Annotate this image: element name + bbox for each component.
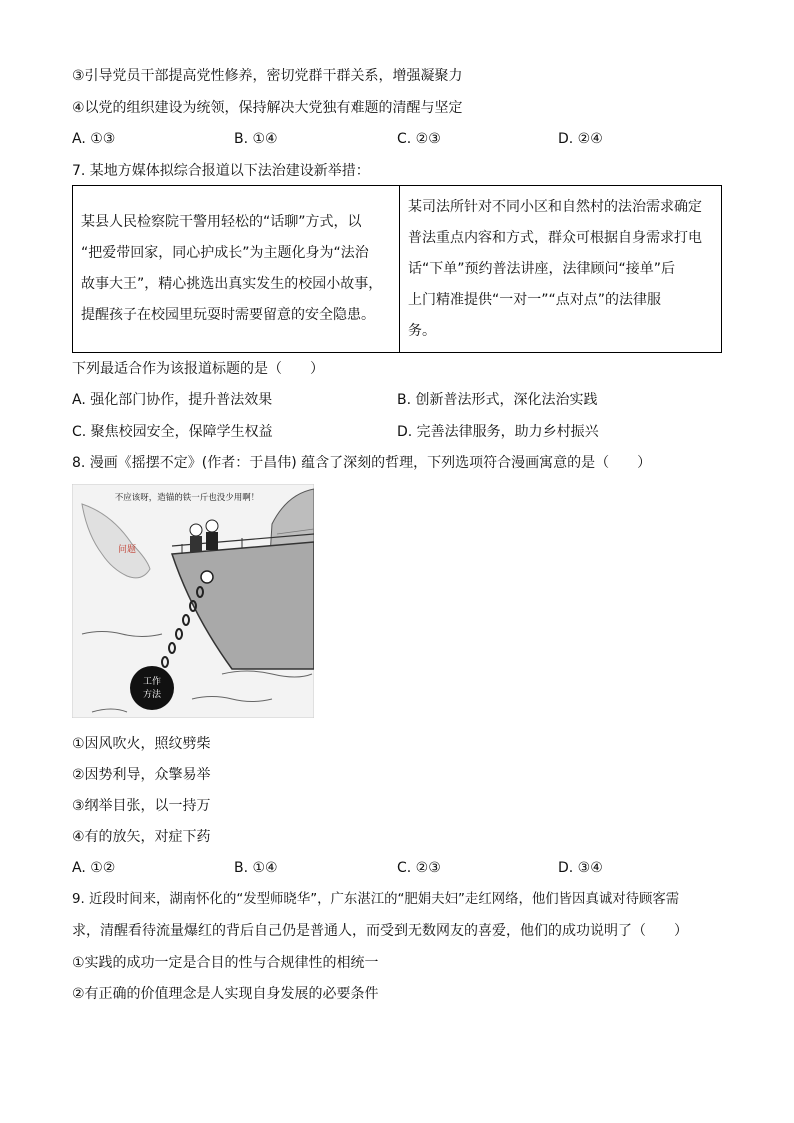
q8-item-4: ④有的放矢，对症下药 bbox=[72, 829, 211, 845]
q9-item-2: ②有正确的价值理念是人实现自身发展的必要条件 bbox=[72, 986, 379, 1002]
anchor-label-2: 方法 bbox=[142, 690, 162, 700]
q7-option-b: B. 创新普法形式，深化法治实践 bbox=[397, 392, 598, 408]
q8-option-c: C. ②③ bbox=[397, 860, 441, 876]
q7-right-cell bbox=[400, 186, 722, 353]
q8-option-a: A. ①② bbox=[72, 860, 116, 876]
cartoon-illustration bbox=[72, 484, 314, 718]
q7-right-line-1: 某司法所针对不同小区和自然村的法治需求确定 bbox=[408, 198, 702, 215]
q7-right-line-5: 务。 bbox=[408, 322, 436, 339]
q7-left-line-4: 提醒孩子在校园里玩耍时需要留意的安全隐患。 bbox=[81, 307, 375, 323]
q7-right-line-3: 话“下单”预约普法讲座，法律顾问“接单”后 bbox=[408, 260, 676, 277]
q7-left-line-2: “把爱带回家，同心护成长”为主题化身为“法治 bbox=[81, 245, 369, 261]
q7-right-line-4: 上门精准提供“一对一”“点对点”的法律服 bbox=[408, 291, 662, 308]
q8-item-2: ②因势利导，众擎易举 bbox=[72, 767, 211, 783]
q7-option-c: C. 聚焦校园安全，保障学生权益 bbox=[72, 424, 273, 440]
q7-left-line-3: 故事大王”，精心挑选出真实发生的校园小故事， bbox=[81, 276, 383, 292]
q8-item-3: ③纲举目张，以一持万 bbox=[72, 798, 211, 814]
q6-option-d: D. ②④ bbox=[558, 131, 603, 147]
q9-stem-line-1: 9. 近段时间来，湖南怀化的“发型师晓华”，广东湛江的“肥娟夫妇”走红网络，他们皆因真诚对待顾客需 bbox=[72, 892, 680, 907]
q8-item-1: ①因风吹火，照纹劈柴 bbox=[72, 736, 211, 752]
q9-stem-line-2: 求，清醒看待流量爆红的背后自己仍是普通人，而受到无数网友的喜爱，他们的成功说明了（ ） bbox=[72, 923, 688, 939]
q7-stem: 7. 某地方媒体拟综合报道以下法治建设新举措： bbox=[72, 163, 370, 179]
q8-stem: 8. 漫画《摇摆不定》(作者：于昌伟) 蕴含了深刻的哲理，下列选项符合漫画寓意的是（ ） bbox=[72, 455, 652, 471]
wind-label: 问题 bbox=[117, 545, 137, 555]
q7-left-line-1: 某县人民检察院干警用轻松的“话聊”方式，以 bbox=[81, 214, 362, 230]
q6-option-b: B. ①④ bbox=[234, 131, 278, 147]
q8-option-d: D. ③④ bbox=[558, 860, 603, 876]
q9-item-1: ①实践的成功一定是合目的性与合规律性的相统一 bbox=[72, 955, 379, 971]
q7-question: 下列最适合作为该报道标题的是（ ） bbox=[72, 361, 324, 377]
q6-item-3: ③引导党员干部提高党性修养，密切党群干群关系，增强凝聚力 bbox=[72, 68, 463, 84]
q6-item-4: ④以党的组织建设为统领，保持解决大党独有难题的清醒与坚定 bbox=[72, 100, 463, 116]
anchor-label-1: 工作 bbox=[142, 677, 162, 687]
q8-option-b: B. ①④ bbox=[234, 860, 278, 876]
q7-option-d: D. 完善法律服务，助力乡村振兴 bbox=[397, 424, 599, 440]
cartoon-caption: 不应该呀，造锚的铁一斤也没少用啊！ bbox=[114, 493, 260, 503]
q6-option-a: A. ①③ bbox=[72, 131, 116, 147]
q7-left-cell bbox=[73, 186, 400, 353]
q7-option-a: A. 强化部门协作，提升普法效果 bbox=[72, 392, 273, 408]
q7-measures-table bbox=[72, 185, 722, 353]
q6-option-c: C. ②③ bbox=[397, 131, 441, 147]
q7-right-line-2: 普法重点内容和方式，群众可根据自身需求打电 bbox=[408, 229, 702, 246]
